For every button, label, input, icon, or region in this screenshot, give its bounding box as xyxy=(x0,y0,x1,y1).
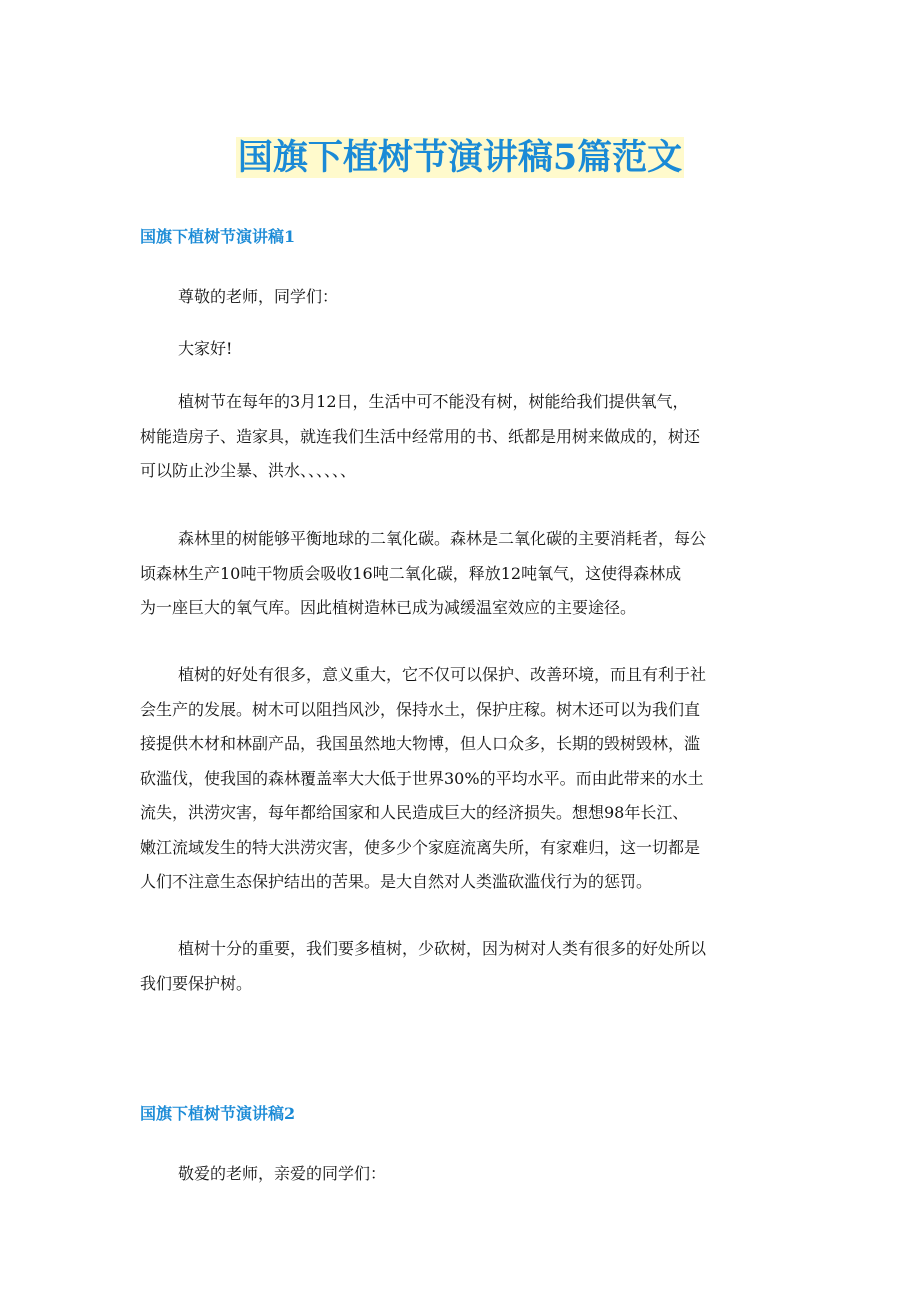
paragraph xyxy=(140,280,780,315)
paragraph xyxy=(140,332,780,367)
document-title xyxy=(0,133,920,183)
paragraph xyxy=(140,385,780,489)
section-heading-2: 国旗下植树节演讲稿2 xyxy=(140,1104,296,1123)
paragraph-line: 森林里的树能够平衡地球的二氧化碳。森林是二氧化碳的主要消耗者，每公 xyxy=(178,529,707,548)
paragraph-line: 我们要保护树。 xyxy=(140,973,253,993)
section-heading-1: 国旗下植树节演讲稿1 xyxy=(140,227,296,246)
paragraph xyxy=(140,658,780,900)
paragraph-line: 尊敬的老师，同学们： xyxy=(178,287,339,306)
paragraph-line: 人们不注意生态保护结出的苦果。是大自然对人类滥砍滥伐行为的惩罚。 xyxy=(140,872,653,891)
paragraph-line: 植树十分的重要，我们要多植树，少砍树，因为树对人类有很多的好处所以 xyxy=(178,939,707,958)
paragraph-line: 砍滥伐，使我国的森林覆盖率大大低于世界30%的平均水平。而由此带来的水土 xyxy=(140,768,704,788)
paragraph-line: 会生产的发展。树木可以阻挡风沙，保持水土，保护庄稼。树木还可以为我们直 xyxy=(140,699,701,719)
paragraph-line: 大家好! xyxy=(178,339,233,358)
document-title-text: 国旗下植树节演讲稿5篇范文 xyxy=(237,137,683,178)
paragraph-line: 树能造房子、造家具，就连我们生活中经常用的书、纸都是用树来做成的，树还 xyxy=(140,426,701,446)
paragraph-line: 嫩江流域发生的特大洪涝灾害，使多少个家庭流离失所，有家难归，这一切都是 xyxy=(140,837,701,857)
paragraph-line: 为一座巨大的氧气库。因此植树造林已成为减缓温室效应的主要途径。 xyxy=(140,598,637,617)
paragraph-line: 植树的好处有很多，意义重大，它不仅可以保护、改善环境，而且有利于社 xyxy=(178,665,707,684)
paragraph xyxy=(140,932,780,1001)
paragraph-line: 流失，洪涝灾害，每年都给国家和人民造成巨大的经济损失。想想98年长江、 xyxy=(140,803,689,822)
paragraph-line: 接提供木材和林副产品，我国虽然地大物博，但人口众多，长期的毁树毁林，滥 xyxy=(140,734,701,753)
paragraph-line: 敬爱的老师，亲爱的同学们： xyxy=(178,1164,387,1183)
paragraph xyxy=(140,522,780,626)
paragraph-line: 顷森林生产10吨干物质会吸收16吨二氧化碳，释放12吨氧气，这使得森林成 xyxy=(140,563,682,583)
paragraph-line: 可以防止沙尘暴、洪水、、、、、、 xyxy=(140,461,357,480)
paragraph-line: 植树节在每年的3月12日，生活中可不能没有树，树能给我们提供氧气， xyxy=(178,392,689,411)
paragraph xyxy=(140,1157,780,1192)
